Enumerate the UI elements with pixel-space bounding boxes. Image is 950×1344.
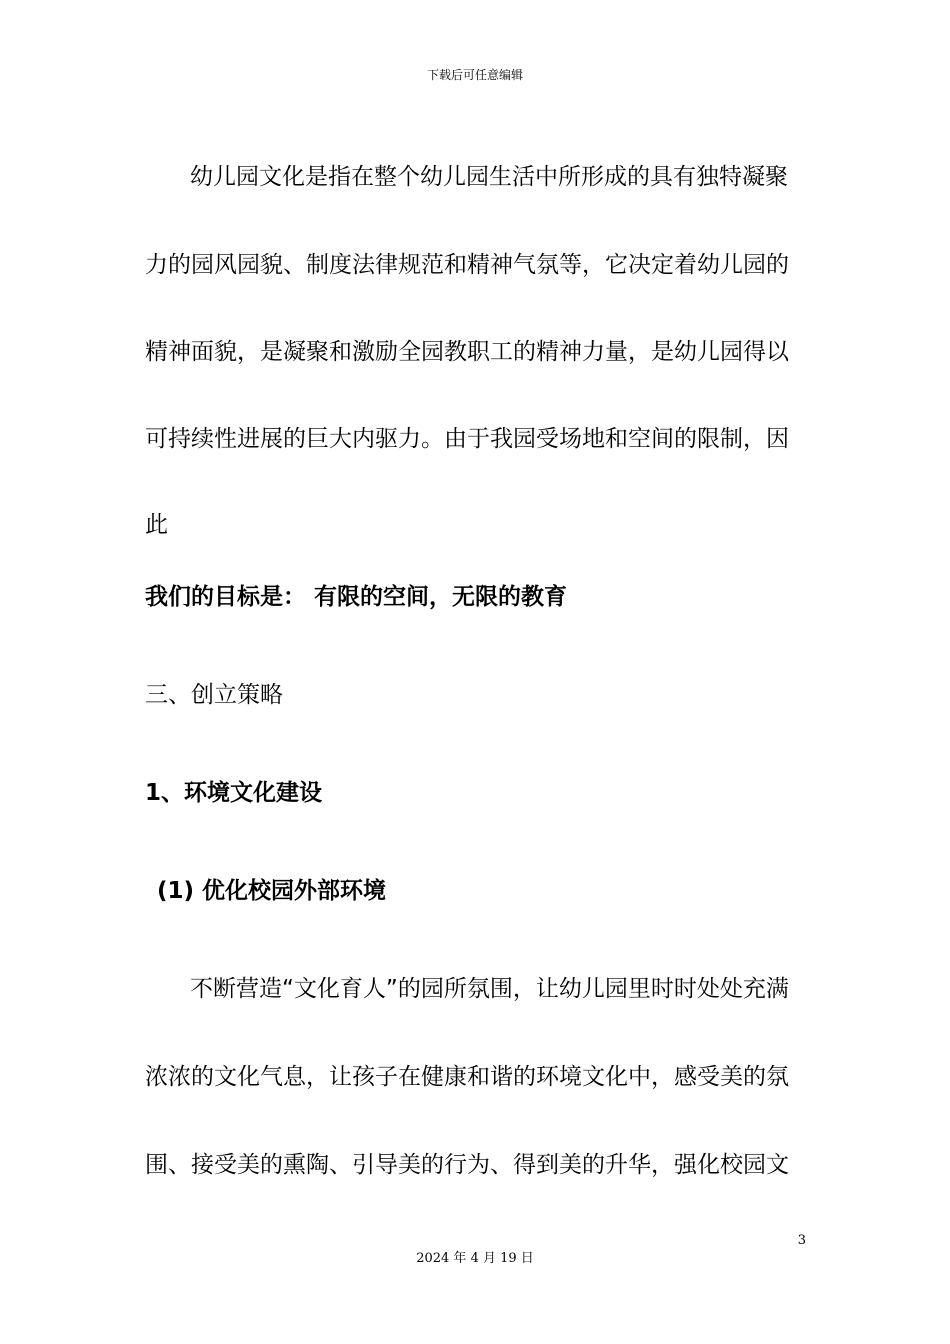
paragraph-2-line-1: 不断营造“文化育人”的园所氛围，让幼儿园里时时处处充满 bbox=[190, 976, 789, 1002]
page-header: 下载后可任意编辑 bbox=[426, 68, 523, 82]
paragraph-1-line-5: 此 bbox=[145, 512, 168, 538]
page-number: 3 bbox=[797, 1233, 806, 1248]
paragraph-2-line-3: 围、接受美的熏陶、引导美的行为、得到美的升华，强化校园文 bbox=[145, 1152, 789, 1178]
subheading-optimize-external-environment: (1) 优化校园外部环境 bbox=[157, 878, 387, 904]
section-heading-strategy: 三、创立策略 bbox=[145, 682, 283, 708]
paragraph-2-line-2: 浓浓的文化气息，让孩子在健康和谐的环境文化中，感受美的氛 bbox=[145, 1064, 789, 1090]
footer-date: 2024 年 4 月 19 日 bbox=[416, 1251, 534, 1266]
paragraph-1-line-2: 力的园风园貌、制度法律规范和精神气氛等，它决定着幼儿园的 bbox=[145, 252, 789, 278]
paragraph-1-line-1: 幼儿园文化是指在整个幼儿园生活中所形成的具有独特凝聚 bbox=[190, 164, 788, 190]
goal-statement: 我们的目标是： 有限的空间，无限的教育 bbox=[145, 584, 568, 610]
subheading-environment-culture: 1、环境文化建设 bbox=[145, 780, 323, 806]
paragraph-1-line-3: 精神面貌，是凝聚和激励全园教职工的精神力量，是幼儿园得以 bbox=[145, 339, 789, 365]
paragraph-1-line-4: 可持续性进展的巨大内驱力。由于我园受场地和空间的限制，因 bbox=[145, 426, 789, 452]
